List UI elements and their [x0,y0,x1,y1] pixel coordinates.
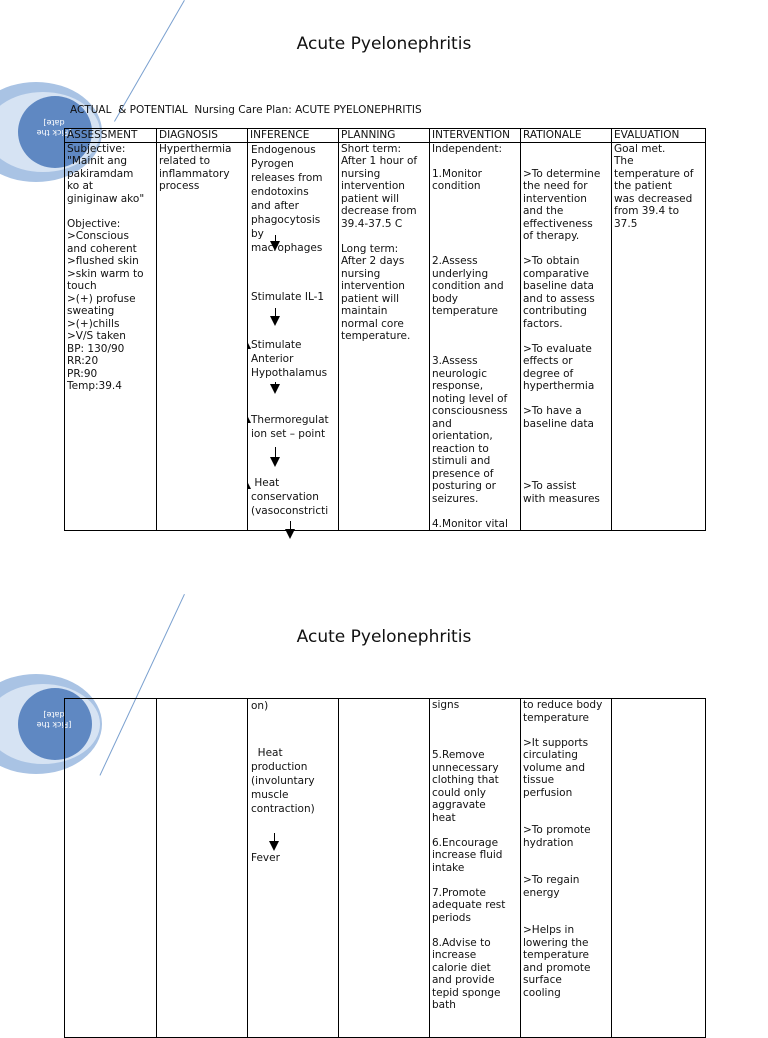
cell-inference [248,142,339,531]
header-diagnosis: DIAGNOSIS [157,129,248,143]
header-inference: INFERENCE [248,129,339,143]
page-title-1: Acute Pyelonephritis [296,34,472,54]
care-plan-caption: ACTUAL & POTENTIAL Nursing Care Plan: ACUTE PYELONEPHRITIS [70,104,422,116]
cell-rationale-2: to reduce body temperature >It supports circulating volume and tissue perfusion >To promote hydration >To regain energy >Helps in lowering the temperature and promote surface cooling [521,699,612,1038]
header-intervention: INTERVENTION [430,129,521,143]
cell-evaluation-2 [612,699,706,1038]
header-evaluation: EVALUATION [612,129,706,143]
inference-il1: Stimulate IL-1 [251,290,325,303]
inference-heat-production: Heat production (involuntary muscle contraction) [251,747,315,815]
inference-heat-conservation: Heat conservation (vasoconstricti [251,476,329,517]
page-title-2: Acute Pyelonephritis [296,627,472,647]
header-rationale: RATIONALE [521,129,612,143]
header-assessment: ASSESSMENT [65,129,157,143]
cell-planning-2 [339,699,430,1038]
inference-setpoint: Thermoregulat ion set – point [251,413,329,440]
cell-rationale: >To determine the need for intervention and the effectiveness of therapy. >To obtain comparative baseline data and to assess contributing factors. >To evaluate effects or degree of hyperthermia >To have a baseline data >To assist with measures [521,142,612,531]
badge-date-text: [Pick the date] [36,118,72,137]
inference-vasoconstriction-end: on) [251,700,269,712]
cell-intervention: Independent: 1.Monitor condition 2.Assess underlying condition and body temperature 3.Assess neurologic response, noting level of consciousness and orientation, reaction to stimuli and presence of posturing or seizures. 4.Monitor vital [430,142,521,531]
care-plan-table-1 [64,128,706,531]
cell-intervention-2: signs 5.Remove unnecessary clothing that could only aggravate heat 6.Encourage increase fluid intake 7.Promote adequate rest periods 8.Advise to increase calorie diet and provide tepid sponge bath [430,699,521,1038]
cell-inference-2 [248,699,339,1038]
cell-assessment: Subjective: "Mainit ang pakiramdam ko at giniginaw ako" Objective: >Conscious and coherent >flushed skin >skin warm to touch >(+) profuse sweating >(+)chills >V/S taken BP: 130/90 RR:20 PR:90 Temp:39.4 [65,142,157,531]
care-plan-table-2 [64,698,706,1038]
cell-diagnosis: Hyperthermia related to inflammatory process [157,142,248,531]
header-planning: PLANNING [339,129,430,143]
cell-assessment-2 [65,699,157,1038]
cell-evaluation: Goal met. The temperature of the patient was decreased from 39.4 to 37.5 [612,142,706,531]
cell-planning: Short term: After 1 hour of nursing intervention patient will decrease from 39.4-37.5 C Long term: After 2 days nursing intervention patient will maintain normal core temperature. [339,142,430,531]
inference-fever: Fever [251,852,280,864]
cell-diagnosis-2 [157,699,248,1038]
inference-hypothalamus: Stimulate Anterior Hypothalamus [251,338,328,379]
badge-date-text: [Pick the date] [36,710,72,729]
inference-pyrogen: Endogenous Pyrogen releases from endotoxins and after phagocytosis by macrophages [251,143,323,254]
